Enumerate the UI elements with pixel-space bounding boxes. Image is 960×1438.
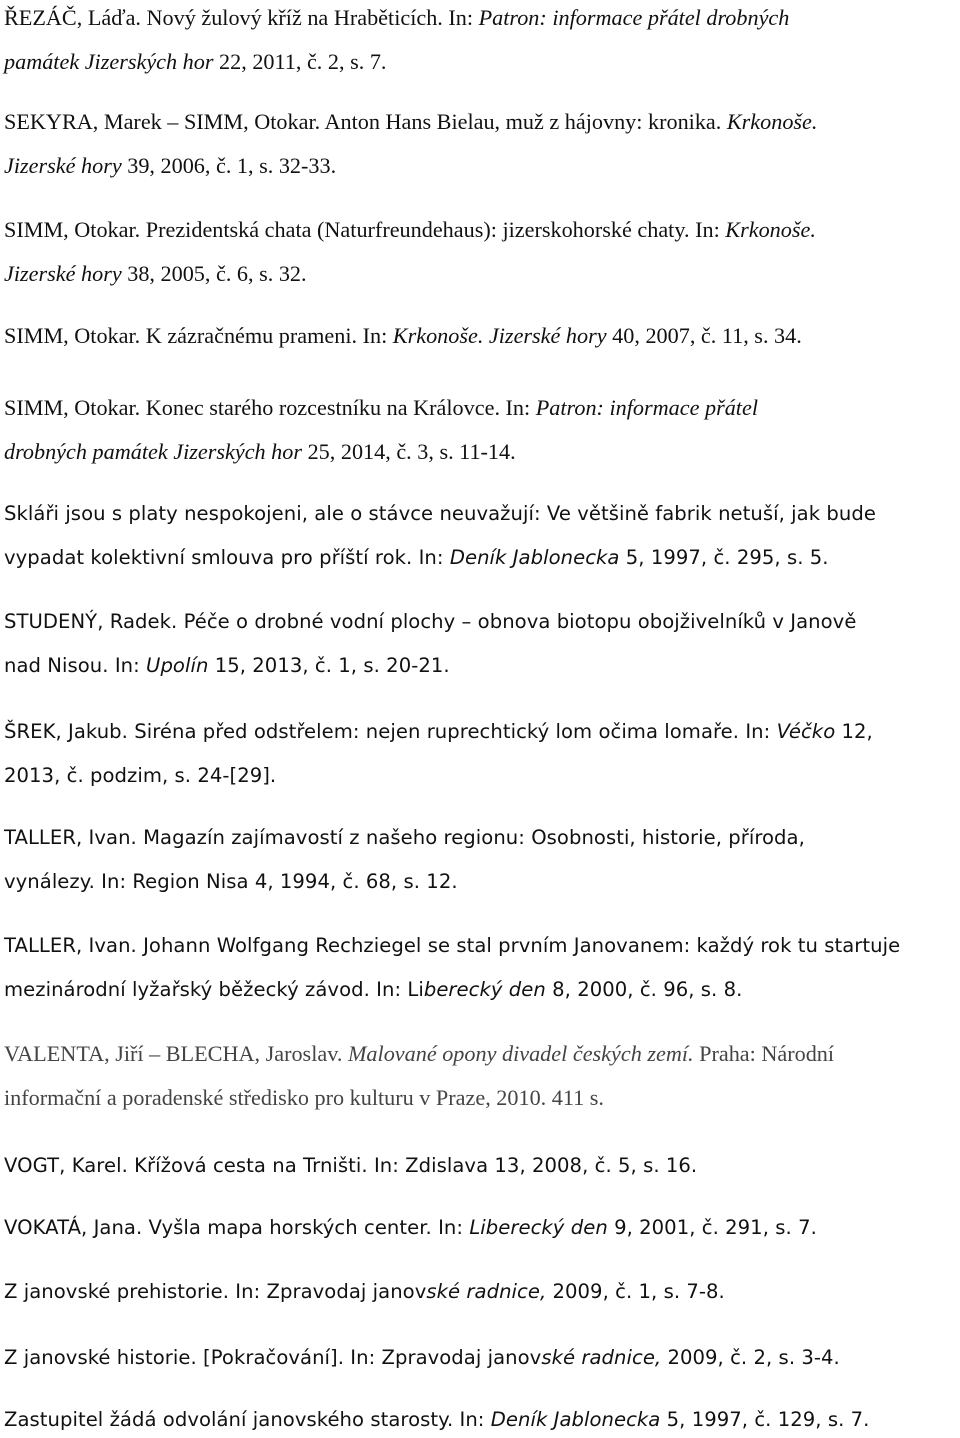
entry-line [4, 256, 307, 292]
entry-line [4, 714, 873, 750]
entry-text: Zastupitel žádá odvolání janovského starosty. In: [4, 1408, 491, 1431]
entry-line [4, 434, 516, 470]
entry-line [4, 758, 276, 794]
italic-text: Deník Jablonecka [449, 546, 620, 569]
entry-text: 38, 2005, č. 6, s. 32. [121, 261, 307, 286]
entry-line [4, 540, 829, 576]
entry-text: Praha: Národní [693, 1041, 835, 1066]
entry-line [4, 1080, 604, 1116]
entry-text: 5, 1997, č. 295, s. 5. [619, 546, 829, 569]
entry-text: 40, 2007, č. 11, s. 34. [606, 323, 802, 348]
entry-text: Skláři jsou s platy nespokojeni, ale o stávce neuvažují: Ve většině fabrik netuší, jak bude [4, 502, 876, 525]
entry-text: STUDENÝ, Radek. Péče o drobné vodní plochy – obnova biotopu obojživelníků v Janově [4, 610, 857, 633]
italic-text: drobných památek Jizerských hor [4, 439, 303, 464]
entry-text: SEKYRA, Marek – SIMM, Otokar. Anton Hans Bielau, muž z hájovny: kronika. [4, 109, 727, 134]
entry-line [4, 148, 336, 184]
entry-line [4, 104, 817, 140]
italic-text: Véčko [776, 720, 836, 743]
entry-line [4, 44, 386, 80]
entry-line [4, 648, 450, 684]
entry-text: VOKATÁ, Jana. Vyšla mapa horských center. In: [4, 1216, 470, 1239]
entry-text: SIMM, Otokar. K zázračnému prameni. In: [4, 323, 393, 348]
entry-line [4, 1148, 697, 1184]
italic-text: Jizerské hory [4, 261, 122, 286]
italic-text: berecký den [423, 978, 546, 1001]
italic-text: Krkonoše. Jizerské hory [392, 323, 607, 348]
entry-line [4, 496, 876, 532]
italic-text: Patron: informace přátel [535, 395, 758, 420]
italic-text: Deník Jablonecka [490, 1408, 661, 1431]
italic-text: Liberecký den [469, 1216, 608, 1239]
entry-text: 5, 1997, č. 129, s. 7. [660, 1408, 870, 1431]
italic-text: Upolín [146, 654, 209, 677]
entry-text: SIMM, Otokar. Prezidentská chata (Naturfreundehaus): jizerskohorské chaty. In: [4, 217, 726, 242]
entry-line [4, 928, 900, 964]
entry-text: Z janovské prehistorie. In: Zpravodaj janov [4, 1280, 427, 1303]
entry-line [4, 864, 458, 900]
entry-text: Z janovské historie. [Pokračování]. In: Zpravodaj janov [4, 1346, 542, 1369]
italic-text: Krkonoše. [726, 109, 818, 134]
entry-line [4, 820, 805, 856]
entry-text: 2009, č. 2, s. 3-4. [661, 1346, 840, 1369]
entry-text: nad Nisou. In: [4, 654, 147, 677]
entry-text: 15, 2013, č. 1, s. 20-21. [208, 654, 450, 677]
entry-line [4, 1340, 840, 1376]
entry-text: TALLER, Ivan. Magazín zajímavostí z našeho regionu: Osobnosti, historie, příroda, [4, 826, 805, 849]
italic-text: Patron: informace přátel drobných [478, 5, 790, 30]
italic-text: ské radnice, [426, 1280, 547, 1303]
entry-text: TALLER, Ivan. Johann Wolfgang Rechziegel se stal prvním Janovanem: každý rok tu startuje [4, 934, 901, 957]
entry-line [4, 604, 856, 640]
entry-text: ŠREK, Jakub. Siréna před odstřelem: nejen ruprechtický lom očima lomaře. In: [4, 720, 777, 743]
entry-line [4, 0, 789, 36]
entry-text: 22, 2011, č. 2, s. 7. [213, 49, 387, 74]
entry-text: 2013, č. podzim, s. 24-[29]. [4, 764, 277, 787]
entry-line [4, 212, 816, 248]
entry-text: SIMM, Otokar. Konec starého rozcestníku na Královce. In: [4, 395, 536, 420]
entry-text: VALENTA, Jiří – BLECHA, Jaroslav. [4, 1041, 348, 1066]
entry-line [4, 972, 742, 1008]
italic-text: Krkonoše. [725, 217, 816, 242]
entry-text: mezinárodní lyžařský běžecký závod. In: Li [4, 978, 424, 1001]
entry-text: 25, 2014, č. 3, s. 11-14. [302, 439, 516, 464]
entry-text: 9, 2001, č. 291, s. 7. [607, 1216, 817, 1239]
entry-text: 2009, č. 1, s. 7-8. [546, 1280, 725, 1303]
entry-text: 8, 2000, č. 96, s. 8. [545, 978, 743, 1001]
entry-text: 12, [835, 720, 873, 743]
entry-line [4, 390, 758, 426]
entry-text: VOGT, Karel. Křížová cesta na Trništi. In: Zdislava 13, 2008, č. 5, s. 16. [4, 1154, 698, 1177]
entry-text: vynálezy. In: Region Nisa 4, 1994, č. 68, s. 12. [4, 870, 458, 893]
entry-text: ŘEZÁČ, Láďa. Nový žulový kříž na Hraběticích. In: [4, 5, 479, 30]
italic-text: ské radnice, [541, 1346, 662, 1369]
italic-text: památek Jizerských hor [4, 49, 214, 74]
entry-line [4, 1274, 725, 1310]
entry-text: informační a poradenské středisko pro kulturu v Praze, 2010. 411 s. [4, 1085, 604, 1110]
entry-line [4, 1210, 817, 1246]
entry-text: vypadat kolektivní smlouva pro příští rok. In: [4, 546, 450, 569]
entry-line [4, 1402, 869, 1438]
entry-line [4, 1036, 834, 1072]
italic-text: Jizerské hory [4, 153, 122, 178]
italic-text: Malované opony divadel českých zemí. [347, 1041, 694, 1066]
entry-line [4, 318, 802, 354]
entry-text: 39, 2006, č. 1, s. 32-33. [121, 153, 337, 178]
